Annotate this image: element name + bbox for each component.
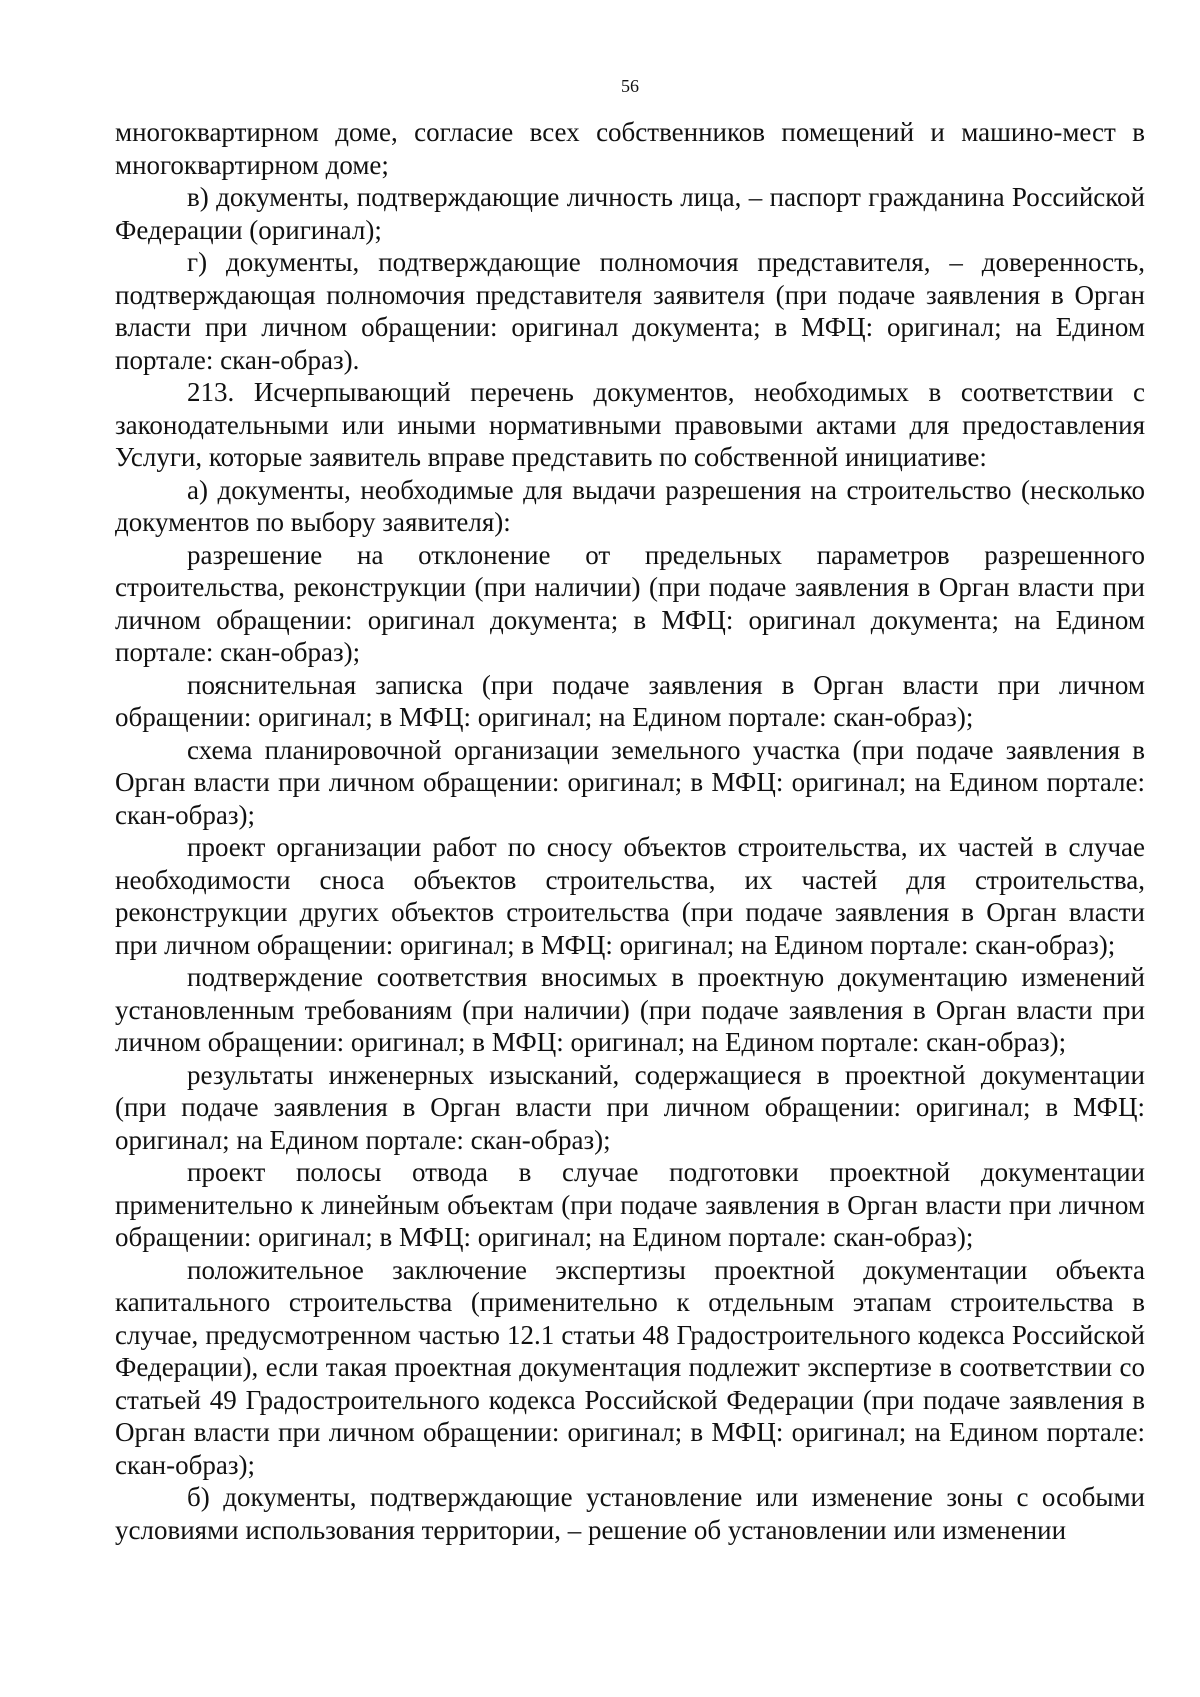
paragraph-expertise-conclusion: положительное заключение экспертизы проектной документации объекта капитального строительства (применительно к отдельным этапам строительства в случае, предусмотренном частью 12.1 статьи 48 Градостроительного кодекса Российской Федерации), если такая проектная документация подлежит экспертизе в соответствии со статьей 49 Градостроительного кодекса Российской Федерации (при подаче заявления в Орган власти при личном обращении: оригинал; в МФЦ: оригинал; на Едином портале: скан-образ);	[115, 1254, 1145, 1480]
paragraph-item-a: а) документы, необходимые для выдачи разрешения на строительство (несколько документов по выбору заявителя):	[115, 474, 1145, 537]
paragraph-demolition-project: проект организации работ по сносу объектов строительства, их частей в случае необходимости сноса объектов строительства, их частей для строительства, реконструкции других объектов строительства (при подаче заявления в Орган власти при личном обращении: оригинал; в МФЦ: оригинал; на Едином портале: скан-образ);	[115, 832, 1145, 960]
paragraph-compliance-confirmation: подтверждение соответствия вносимых в проектную документацию изменений установленным требованиям (при наличии) (при подаче заявления в Орган власти при личном обращении: оригинал; в МФЦ: оригинал; на Едином портале: скан-образ);	[115, 962, 1145, 1057]
paragraph-deviation-permit: разрешение на отклонение от предельных параметров разрешенного строительства, реконструкции (при наличии) (при подаче заявления в Орган власти при личном обращении: оригинал документа; в МФЦ: оригинал документа; на Едином портале: скан-образ);	[115, 539, 1145, 667]
paragraph-continuation: многоквартирном доме, согласие всех собственников помещений и машино-мест в многоквартирном доме;	[115, 117, 1145, 180]
paragraph-item-b: б) документы, подтверждающие установление или изменение зоны с особыми условиями использования территории, – решение об установлении или изменении	[115, 1482, 1145, 1545]
paragraph-213: 213. Исчерпывающий перечень документов, необходимых в соответствии с законодательными или иными нормативными правовыми актами для предоставления Услуги, которые заявитель вправе представить по собственной инициативе:	[115, 377, 1145, 472]
paragraph-item-g: г) документы, подтверждающие полномочия представителя, – доверенность, подтверждающая полномочия представителя заявителя (при подаче заявления в Орган власти при личном обращении: оригинал документа; в МФЦ: оригинал; на Едином портале: скан-образ).	[115, 247, 1145, 375]
paragraph-item-v: в) документы, подтверждающие личность лица, – паспорт гражданина Российской Федерации (оригинал);	[115, 182, 1145, 245]
document-body	[115, 116, 1145, 1546]
paragraph-explanatory-note: пояснительная записка (при подаче заявления в Орган власти при личном обращении: оригинал; в МФЦ: оригинал; на Едином портале: скан-образ);	[115, 669, 1145, 732]
paragraph-site-plan: схема планировочной организации земельного участка (при подаче заявления в Орган власти при личном обращении: оригинал; в МФЦ: оригинал; на Едином портале: скан-образ);	[115, 734, 1145, 830]
page-number: 56	[621, 76, 639, 96]
paragraph-right-of-way: проект полосы отвода в случае подготовки проектной документации применительно к линейным объектам (при подаче заявления в Орган власти при личном обращении: оригинал; в МФЦ: оригинал; на Едином портале: скан-образ);	[115, 1157, 1145, 1252]
paragraph-engineering-surveys: результаты инженерных изысканий, содержащиеся в проектной документации (при подаче заявления в Орган власти при личном обращении: оригинал; в МФЦ: оригинал; на Едином портале: скан-образ);	[115, 1059, 1145, 1155]
